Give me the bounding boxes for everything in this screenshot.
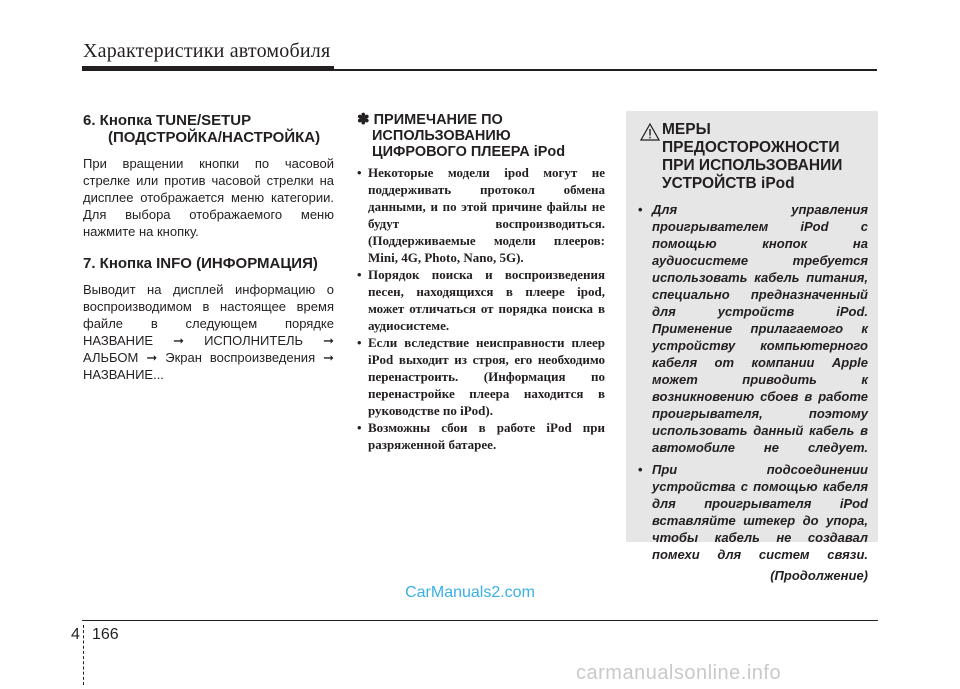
caution-item-text: Для управления проигрывателем iPod с помощью кнопок на аудиосистеме требуется использовать кабель питания, специально предназначенный для устройств iPod. Применение прилагаемого к устройству компьютерного кабеля от компании Apple может приводить к возникновению сбоев в работе проигрывателя, поэтому использовать данный кабель в — [652, 202, 868, 438]
section-6-text: При вращении кнопки по часовой стрелке или против часовой стрелки на дисплее отображается меню категории. Для выбора отображаемого меню нажмите на кнопку. — [83, 156, 334, 239]
caution-item-text: При подсоединении устройства с помощью кабеля для проигрывателя iPod вставляйте штекер до упора, чтобы кабель не создавал — [652, 462, 868, 545]
page-header-title: Характеристики автомобиля — [83, 40, 331, 62]
note-list — [357, 164, 605, 453]
note-title-text: ПРИМЕЧАНИЕ ПО ИСПОЛЬЗОВАНИЮ ЦИФРОВОГО ПЛЕЕРА iPod — [372, 112, 566, 160]
caution-item-last-line: автомобиле не следует. — [652, 440, 868, 455]
note-item: • Если вследствие неисправности плеер iPod выходит из строя, его необходимо перенастроить. (Информация по перенастройке плеера находится в руководстве по iPod). — [357, 334, 605, 419]
header-rule-thick — [82, 66, 334, 71]
caution-item — [638, 461, 868, 563]
caution-list — [638, 201, 868, 563]
left-column — [83, 112, 334, 398]
note-item: • Порядок поиска и воспроизведения песен, находящихся в плеере ipod, может отличаться от порядка поиска в аудиосистеме. — [357, 266, 605, 334]
note-item: • Некоторые модели ipod могут не поддерживать протокол обмена данными, и по этой причине файлы не будут воспроизводиться. (Поддерживаемые модели плееров: Mini, 4G, Photo, Nano, 5G). — [357, 164, 605, 266]
footer-rule — [82, 620, 878, 621]
page-number: 166 — [92, 626, 119, 643]
footer-separator — [83, 625, 84, 685]
note-item: • Возможны сбои в работе iPod при разряженной батарее. — [357, 419, 605, 453]
note-title — [357, 112, 605, 160]
watermark-logo: CarManuals2.com — [405, 584, 535, 601]
header-rule-thin — [334, 69, 877, 71]
caution-item-last-line: помехи для систем связи. — [652, 547, 868, 562]
star-icon: ✽ — [357, 111, 370, 128]
section-7-text: Выводит на дисплей информацию о воспроизводимом в настоящее время файле в следующем порядке НАЗВАНИЕ ➞ ИСПОЛНИТЕЛЬ ➞ АЛЬБОМ ➞ Экран воспроизведения ➞ НАЗВАНИЕ... — [83, 282, 334, 382]
chapter-number: 4 — [71, 626, 80, 643]
note-column — [357, 112, 605, 453]
caution-item — [638, 201, 868, 456]
continued-label: (Продолжение) — [770, 568, 868, 583]
caution-title: МЕРЫ ПРЕДОСТОРОЖНОСТИ ПРИ ИСПОЛЬЗОВАНИИ УСТРОЙСТВ iPod — [662, 121, 843, 192]
site-watermark: carmanualsonline.info — [576, 662, 782, 684]
section-6-title: 6. Кнопка TUNE/SETUP (ПОДСТРОЙКА/НАСТРОЙКА) — [83, 112, 321, 146]
caution-box — [626, 111, 878, 583]
section-7-title: 7. Кнопка INFO (ИНФОРМАЦИЯ) — [83, 255, 318, 272]
warning-triangle-icon — [640, 123, 660, 141]
